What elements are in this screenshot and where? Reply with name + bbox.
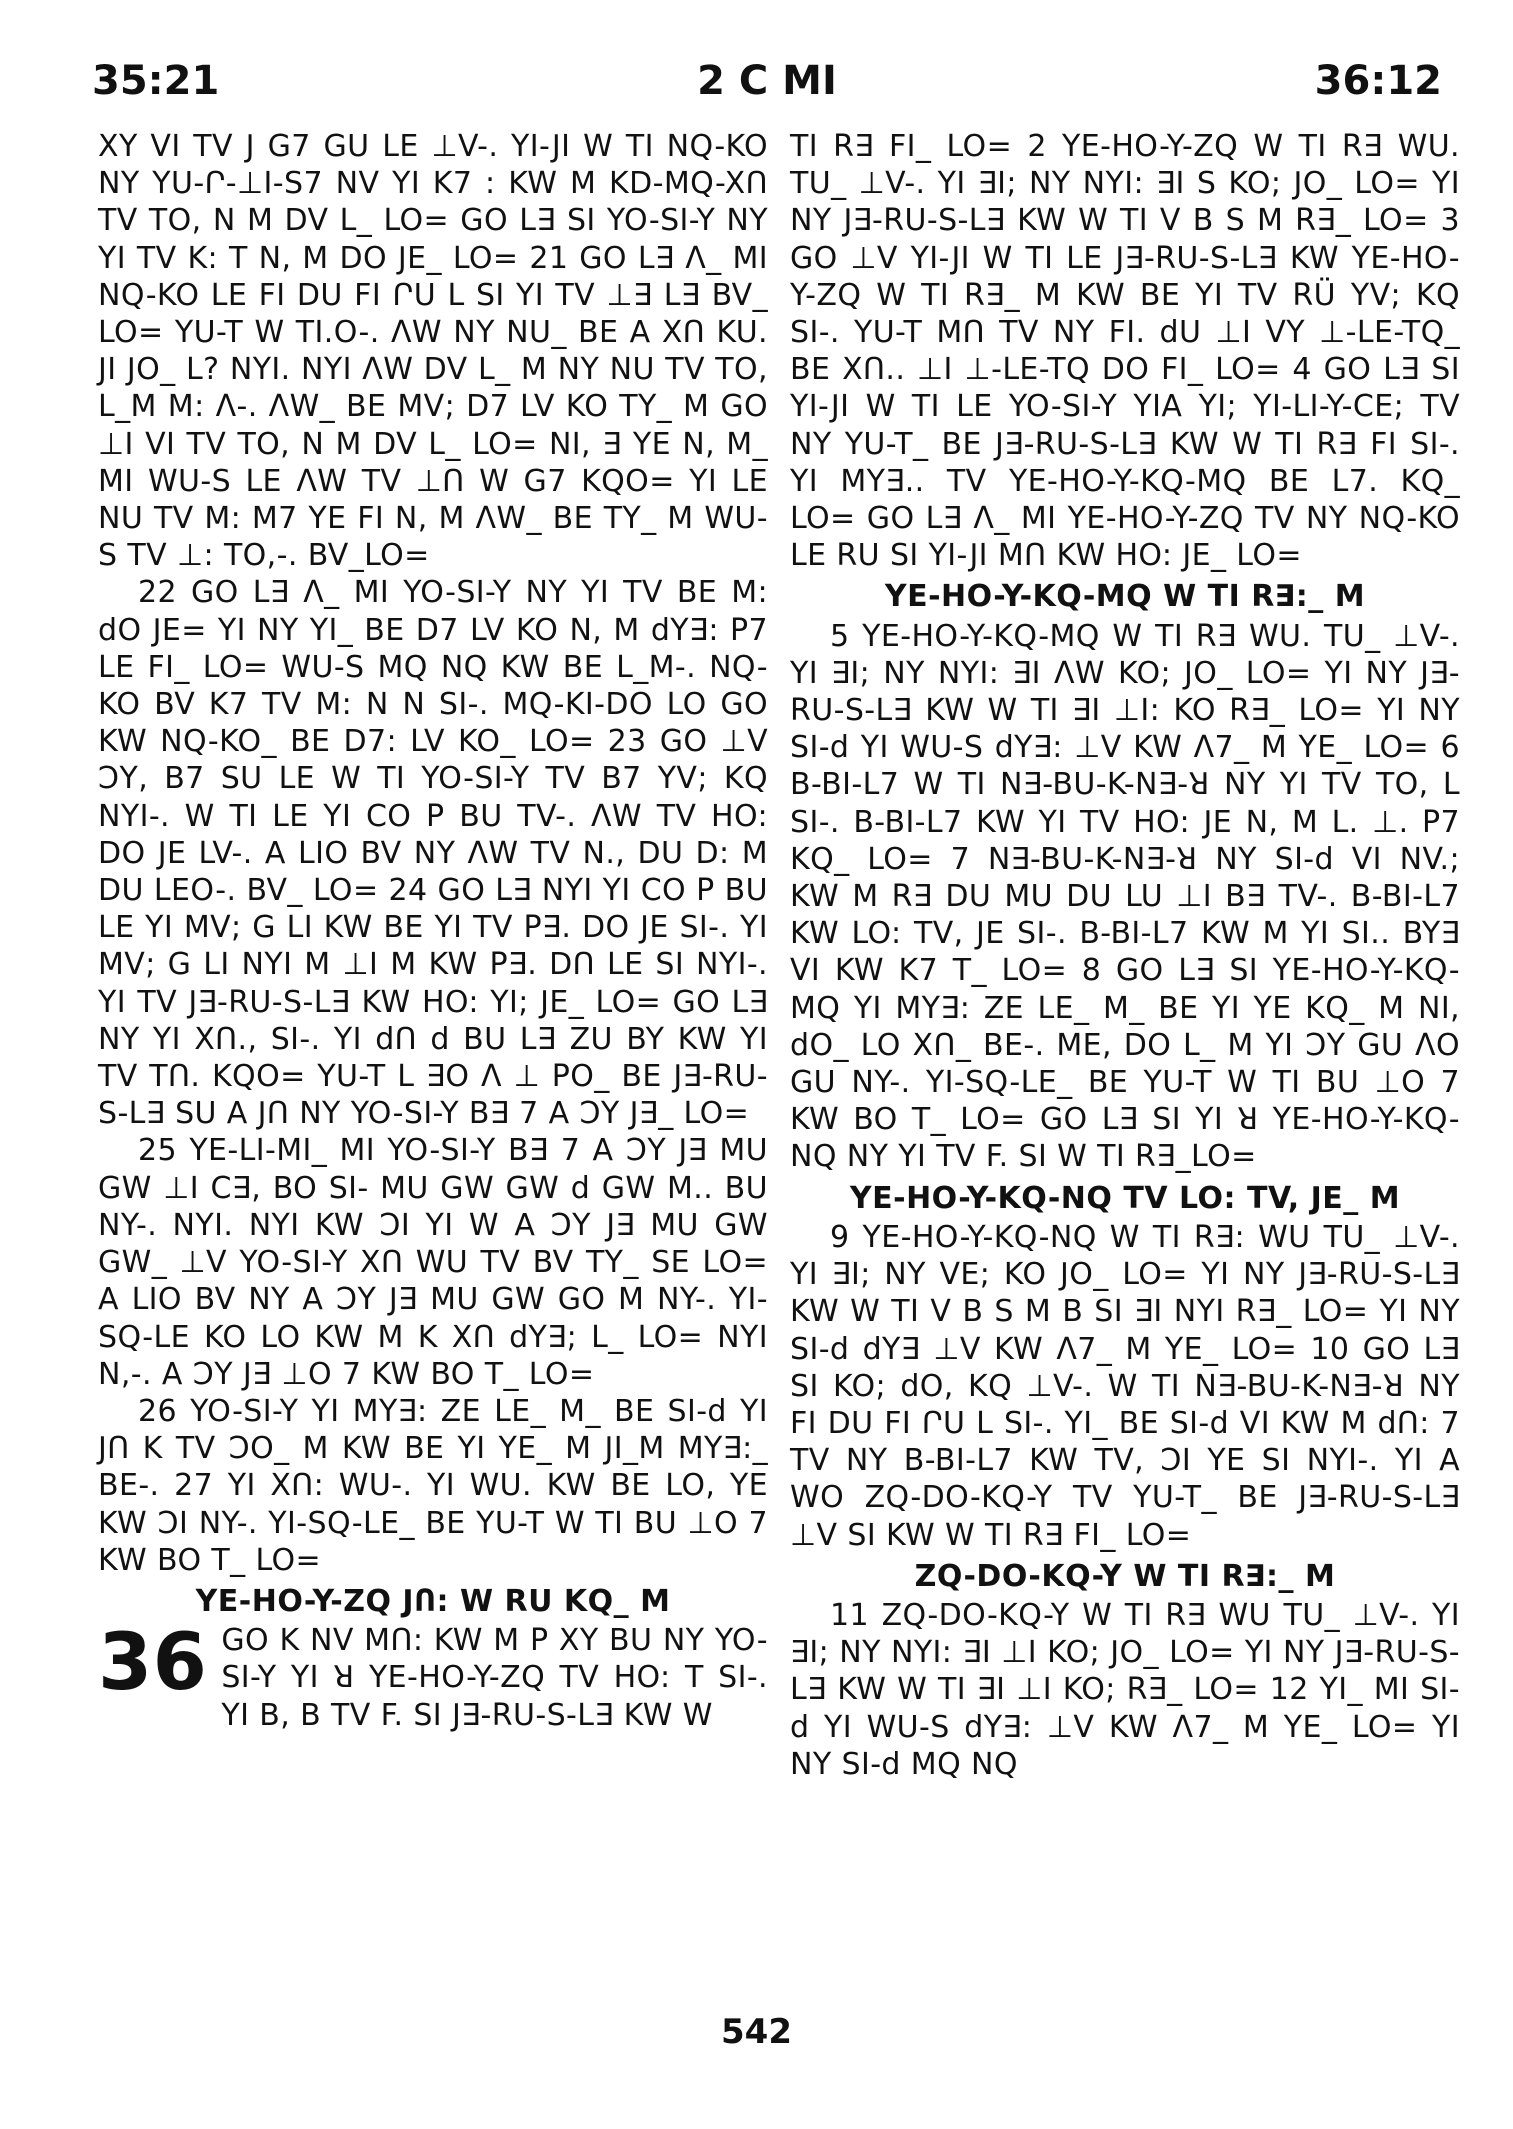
section-heading: ZQ-DO-KQ-Y W TI R∃:_ M	[914, 1558, 1336, 1594]
page-number: 542	[721, 2012, 792, 2052]
chapter-number: 36	[98, 1618, 208, 1709]
right-column	[790, 128, 1460, 1783]
chapter-start	[98, 1618, 768, 1734]
section-heading: YE-HO-Y-ZQ JՈ: W RU KQ_ M	[195, 1583, 671, 1619]
book-title: 2 C MI	[697, 58, 837, 104]
chapter-verse-start: 35:21	[92, 58, 220, 104]
paragraph: 5 YE-HO-Y-KQ-MQ W TI R∃ WU. TU_ ⊥V-. YI ∃I; NY NYI: ∃I ΛW KO; JO_ LO= YI NY J∃-RU-S-L∃ KW W TI ∃I ⊥I: KO R∃_ LO= YI NY SI-d YI WU-S dY∃: ⊥V KW Λ7_ M YE_ LO= 6 B-BI-L7 W TI N∃-BU-K-N∃-ꓤ NY YI TV TO, L SI-. B-BI-L7 KW YI TV HO: JE N, M L. ⊥. P7 KQ_ LO= 7 N∃-BU-K-N∃-ꓤ NY SI-d VI NV.; KW M R∃ DU MU DU LU ⊥I B∃ TV-. B-BI-L7 KW LO: TV, JE SI-. B-BI-L7 KW M YI SI.. BY∃ VI KW K7 T_ LO= 8 GO L∃ SI YE-HO-Y-KQ-MQ YI MY∃: ZE LE_ M_ BE YI YE KQ_ M NI, dO_ LO XՈ_ BE-. ME, DO L_ M YI ƆY GU ΛO GU NY-. YI-SQ-LE_ BE YU-T W TI BU ⊥O 7 KW BO T_ LO= GO L∃ SI YI ꓤ YE-HO-Y-KQ-NQ NY YI TV F. SI W TI R∃_LO=	[790, 618, 1460, 1175]
page-header	[92, 58, 1442, 108]
section-heading: YE-HO-Y-KQ-NQ TV LO: TV, JE_ M	[849, 1180, 1401, 1216]
paragraph: GO K NV MՈ: KW M P XY BU NY YO-SI-Y YI ꓤ YE-HO-Y-ZQ TV HO: T SI-. YI B, B TV F. SI J∃-RU-S-L∃ KW W	[221, 1623, 768, 1733]
paragraph: XY VI TV J G7 GU LE ⊥V-. YI-JI W TI NQ-KO NY YU-Ր-⊥I-S7 NV YI K7 : KW M KD-MQ-XՈ TV TO, N M DV L_ LO= GO L∃ SI YO-SI-Y NY YI TV K: T N, M DO JE_ LO= 21 GO L∃ Λ_ MI NQ-KO LE FI DU FI ՐU L SI YI TV ⊥∃ L∃ BV_ LO= YU-T W TI.O-. ΛW NY NU_ BE A XՈ KU. JI JO_ L? NYI. NYI ΛW DV L_ M NY NU TV TO, L_M M: Λ-. ΛW_ BE MV; D7 LV KO TY_ M GO ⊥I VI TV TO, N M DV L_ LO= NI, ∃ YE N, M_ MI WU-S LE ΛW TV ⊥Ո W G7 KQO= YI LE NU TV M: M7 YE FI N, M ΛW_ BE TY_ M WU-S TV ⊥: TO,-. BV_LO=	[98, 129, 768, 574]
paragraph: 11 ZQ-DO-KQ-Y W TI R∃ WU TU_ ⊥V-. YI ∃I; NY NYI: ∃I ⊥I KO; JO_ LO= YI NY J∃-RU-S-L∃ KW W TI ∃I ⊥I KO; R∃_ LO= 12 YI_ MI SI-d YI WU-S dY∃: ⊥V KW Λ7_ M YE_ LO= YI NY SI-d MQ NQ	[790, 1597, 1460, 1782]
paragraph: TI R∃ FI_ LO= 2 YE-HO-Y-ZQ W TI R∃ WU. TU_ ⊥V-. YI ∃I; NY NYI: ∃I S KO; JO_ LO= YI NY J∃-RU-S-L∃ KW W TI V B S M R∃_ LO= 3 GO ⊥V YI-JI W TI LE J∃-RU-S-L∃ KW YE-HO-Y-ZQ W TI R∃_ M KW BE YI TV RÜ YV; KQ SI-. YU-T MՈ TV NY FI. dU ⊥I VY ⊥-LE-TQ_ BE XՈ.. ⊥I ⊥-LE-TQ DO FI_ LO= 4 GO L∃ SI YI-JI W TI LE YO-SI-Y YIA YI; YI-LI-Y-CE; TV NY YU-T_ BE J∃-RU-S-L∃ KW W TI R∃ FI SI-. YI MY∃.. TV YE-HO-Y-KQ-MQ BE L7. KQ_ LO= GO L∃ Λ_ MI YE-HO-Y-ZQ TV NY NQ-KO LE RU SI YI-JI MՈ KW HO: JE_ LO=	[790, 129, 1460, 574]
paragraph: 26 YO-SI-Y YI MY∃: ZE LE_ M_ BE SI-d YI JՈ K TV ƆO_ M KW BE YI YE_ M JI_M MY∃:_ BE-. 27 YI XՈ: WU-. YI WU. KW BE LO, YE KW ƆI NY-. YI-SQ-LE_ BE YU-T W TI BU ⊥O 7 KW BO T_ LO=	[98, 1393, 768, 1578]
left-column	[98, 128, 768, 1734]
chapter-verse-end: 36:12	[1314, 58, 1442, 104]
section-heading: YE-HO-Y-KQ-MQ W TI R∃:_ M	[884, 579, 1366, 615]
paragraph: 9 YE-HO-Y-KQ-NQ W TI R∃: WU TU_ ⊥V-. YI ∃I; NY VE; KO JO_ LO= YI NY J∃-RU-S-L∃ KW W TI V B S M B SI ∃I NYI R∃_ LO= YI NY SI-d dY∃ ⊥V KW Λ7_ M YE_ LO= 10 GO L∃ SI KO; dO, KQ ⊥V-. W TI N∃-BU-K-N∃-ꓤ NY FI DU FI ՐU L SI-. YI_ BE SI-d VI KW M dՈ: 7 TV NY B-BI-L7 KW TV, ƆI YE SI NYI-. YI A WO ZQ-DO-KQ-Y TV YU-T_ BE J∃-RU-S-L∃ ⊥V SI KW W TI R∃ FI_ LO=	[790, 1219, 1460, 1553]
paragraph: 25 YE-LI-MI_ MI YO-SI-Y B∃ 7 A ƆY J∃ MU GW ⊥I C∃, BO SI- MU GW GW d GW M.. BU NY-. NYI. NYI KW ƆI YI W A ƆY J∃ MU GW GW_ ⊥V YO-SI-Y XՈ WU TV BV TY_ SE LO= A LIO BV NY A ƆY J∃ MU GW GO M NY-. YI-SQ-LE KO LO KW M K XՈ dY∃; L_ LO= NYI N,-. A ƆY J∃ ⊥O 7 KW BO T_ LO=	[98, 1133, 768, 1392]
paragraph: 22 GO L∃ Λ_ MI YO-SI-Y NY YI TV BE M: dO JE= YI NY YI_ BE D7 LV KO N, M dY∃: P7 LE FI_ LO= WU-S MQ NQ KW BE L_M-. NQ-KO BV K7 TV M: N N SI-. MQ-KI-DO LO GO KW NQ-KO_ BE D7: LV KO_ LO= 23 GO ⊥V ƆY, B7 SU LE W TI YO-SI-Y TV B7 YV; KQ NYI-. W TI LE YI CO P BU TV-. ΛW TV HO: DO JE LV-. A LIO BV NY ΛW TV N., DU D: M DU LEO-. BV_ LO= 24 GO L∃ NYI YI CO P BU LE YI MV; G LI KW BE YI TV P∃. DO JE SI-. YI MV; G LI NYI M ⊥I M KW P∃. DՈ LE SI NYI-. YI TV J∃-RU-S-L∃ KW HO: YI; JE_ LO= GO L∃ NY YI XՈ., SI-. YI dՈ d BU L∃ ZU BY KW YI TV TՈ. KQO= YU-T L ∃O Λ ⊥ PO_ BE J∃-RU-S-L∃ SU A JՈ NY YO-SI-Y B∃ 7 A ƆY J∃_ LO=	[98, 575, 768, 1132]
